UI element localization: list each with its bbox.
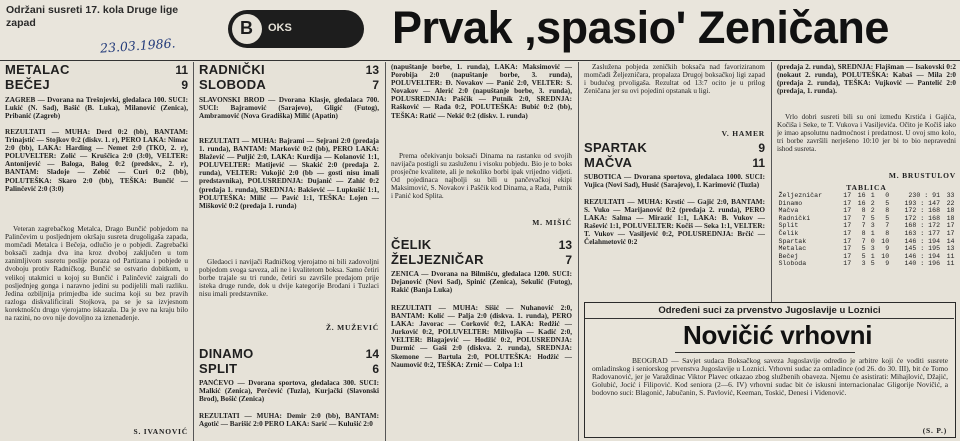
match-venue: ZENICA — Dvorana na Bilmišću, gledalaca 1200. SUCI: Dejanović (Novi Sad), Spinić (Zenica), Sekulić (Futog), Rakić (Banja Luka) — [391, 270, 572, 295]
table-row — [777, 207, 956, 215]
table-cell-l: 5 — [885, 199, 890, 207]
table-cell-team: Željezničar — [778, 192, 823, 199]
table-cell-d: 5 — [870, 214, 875, 222]
continuation-results: (napuštanje borbe, 1. runda), LAKA: Maksimović — Porobija 2:0 (napuštanje borbe, 3. runda), POLUVELTER: Đ. Novakov — Panić 2:0, VELTER: S. Novakov — Alerić 2:0 (napuštanje borbe, 3. runda), POLUSREDNJA: Paščik — Putnik 2:0, SREDNJA: Rašković — Rađa 0:2, POLUTEŠKA: Bubić 0:2 (bb), TEŠKA: Ratić — Nekić 0:2 (diskv. 1. runda) — [391, 63, 572, 120]
score-home: 11 — [175, 63, 188, 77]
dinamo-author: M. MIŠIĆ — [532, 218, 572, 227]
column-5 — [777, 63, 956, 303]
match-venue: SLAVONSKI BROD — Dvorana Klasje, gledalaca 700. SUCI: Bajramović (Sarajevo), Gligić (Futog), Ambramović (Nova Gradiška) Milić (Apatin) — [199, 96, 379, 121]
table-cell-score: 146 : 194 — [904, 237, 941, 245]
table-row — [777, 230, 956, 238]
table-cell-l: 10 — [881, 237, 890, 245]
score-away: 7 — [372, 78, 379, 92]
boks-logo-letter: B — [240, 18, 253, 38]
table-cell-w: 7 — [861, 214, 866, 222]
table-row — [777, 192, 956, 200]
headline: Prvak ‚spasio' Zeničane — [392, 2, 889, 53]
table-cell-score: 172 : 168 — [904, 207, 941, 215]
spartak-report: Vrlo dobri susreti bili su oni između Krstića i Gajića, Kočiša i Seke, te T. Vukova i Vasiljevića. Očito je Kočiš iako je imao apsolutnu nadmoćnost i predatnost. U ovoj smo kolo, tri borbe završili nerješeno 10:10 jer bi to bio nepravedni ishod susreta. — [777, 113, 956, 154]
table-cell-w: 8 — [861, 207, 866, 215]
table-cell-team: Dinamo — [778, 199, 803, 207]
table-cell-l: 0 — [885, 192, 890, 199]
table-cell-d: 1 — [870, 252, 875, 260]
table-cell-w: 3 — [861, 260, 866, 268]
table-cell-p: 17 — [843, 245, 852, 253]
table-cell-team: Radnički — [778, 214, 811, 222]
table-cell-pts: 11 — [946, 260, 955, 268]
table-cell-pts: 33 — [946, 192, 955, 199]
match-venue: PANČEVO — Dvorana sportova, gledalaca 300. SUCI: Malkić (Zenica), Perčević (Tuzla), Kurjački (Slavonski Brod), Bošić (Zenica) — [199, 379, 379, 404]
dinamo-report: Prema očekivanju boksači Dinama na rastanku od svojih navijača postigli su zasluženu i visoku pobjedu. Bio je to boks prosječne kvalitete, ali je nekoliko borbi ipak vrijedno vidjeti. Od pojedinaca najbolji su bili u pančevačkoj ekipi Maksimović, S. Novakov i Paščik kod Dinama, a Rađa, Putnik i Panić kod Splita. — [391, 152, 572, 201]
team-home: RADNIČKI — [199, 62, 265, 77]
team-away: SPLIT — [199, 361, 238, 376]
table-cell-w: 5 — [861, 245, 866, 253]
match-author: S. IVANOVIĆ — [133, 427, 188, 436]
table-cell-p: 17 — [843, 237, 852, 245]
table-cell-w: 8 — [861, 229, 866, 237]
table-cell-score: 140 : 196 — [904, 260, 941, 268]
team-home: SPARTAK — [584, 140, 648, 155]
match-venue: ZAGREB — Dvorana na Trešnjevki, gledalaca 100. SUCI: Lukić (N. Sad), Bašić (B. Luka), Milanović (Zenica), Pribanić (Zagreb) — [5, 96, 188, 121]
table-cell-pts: 11 — [946, 252, 955, 260]
team-home: DINAMO — [199, 346, 254, 361]
table-cell-l: 7 — [885, 222, 890, 230]
table-cell-w: 16 — [857, 199, 866, 207]
table-row — [777, 215, 956, 223]
table-cell-pts: 13 — [946, 245, 955, 253]
table-cell-d: 3 — [870, 222, 875, 230]
table-cell-d: 1 — [870, 192, 875, 199]
match-results: REZULTATI — MUHA: Bajrami — Sejrani 2:0 (predaja 1. runda), BANTAM: Marković 0:2 (bb), PERO LAKA: Blažević — Puljić 2:0, LAKA: Kurdija — Kolanović 1:1, POLUVELTER: Matijević — Skakić 2:0 (predaja 2. runda), VELTER: Vukojić 2:0 (bb — gosti nisu imali predstavnika), POLUSREDNJA: Dujanić — Zahić 0:2 (predaja 1. runda), SREDNJA: Bakšević — Lupkušić 1:1, POLUTEŠKA: Milić — Pavić 1:1, TEŠKA: Lojen — Mišković 0:2 (predaja 1. runda) — [199, 137, 379, 210]
table-cell-d: 1 — [870, 229, 875, 237]
table-cell-p: 17 — [843, 207, 852, 215]
table-cell-p: 17 — [843, 192, 852, 199]
score-home: 9 — [758, 141, 765, 155]
table-row — [777, 222, 956, 230]
table-row — [777, 238, 956, 246]
boks-logo-text: OKS — [268, 22, 292, 34]
celik-report: Zaslužena pobjeda zeničkih boksača nad favoriziranom momčadi Željezničara, propalaza Drugoj boksačkoj ligi zapad i budućeg prvoligaša. Rezultat od 13:7 ocito je u prilog Zeničana jer su ovi pojedini opstanak u ligi. — [584, 63, 765, 96]
team-away: SLOBODA — [199, 77, 267, 92]
match-celik-zeljeznicar — [391, 238, 572, 441]
table-cell-l: 8 — [885, 229, 890, 237]
score-away: 6 — [372, 362, 379, 376]
team-home: METALAC — [5, 62, 70, 77]
table-cell-d: 2 — [870, 207, 875, 215]
table-cell-d: 2 — [870, 199, 875, 207]
spartak-continuation: (predaja 2. runda), SREDNJA: Flajšman — Isakovski 0:2 (nokaut 2. runda), POLUTEŠKA: Kabaš — Mila 2:0 (predaja 2. runda), TEŠKA: Vujković — Pantelić 2:0 (predaja, 1. runda). — [777, 63, 956, 96]
handwritten-date: 23.03.1986. — [99, 35, 176, 56]
match-dinamo-split — [199, 347, 379, 441]
table-cell-team: Mačva — [778, 207, 799, 215]
box-header: Određeni suci za prvenstvo Jugoslavije u Loznici — [585, 305, 954, 319]
box-title: Novičić vrhovni — [683, 320, 873, 350]
match-results: REZULTATI — MUHA: Sišić — Nuhanović 2:0, BANTAM: Kolić — Palja 2:0 (diskva. 1. runda), PERO LAKA: Javorac — Corković 0:2, LAKA: Redžić — Jurković 0:2, POLUVELTER: Milivojša — Kadić 2:0, VELTER: Blagajević — Hodžić 0:2, POLUSREDNJA: Durmić — Gaši 2:0 (diskva. 2. runda), SREDNJA: Skemone — Bartula 2:0, POLUTEŠKA: Hodžić — Naumović 0:2, TEŠKA: Zrnić — Colpa 1:1 — [391, 304, 572, 369]
boks-logo — [228, 10, 364, 48]
table-cell-score: 172 : 168 — [904, 214, 941, 222]
table-cell-score: 168 : 172 — [904, 222, 941, 230]
table-cell-p: 17 — [843, 214, 852, 222]
match-author: Ž. MUŽEVIĆ — [325, 323, 379, 332]
match-radnicki-sloboda — [199, 63, 379, 335]
table-cell-team: Sloboda — [778, 260, 807, 268]
table-cell-w: 7 — [861, 222, 866, 230]
table-cell-w: 7 — [861, 237, 866, 245]
kicker-text: Održani susreti 17. kola Druge lige zapad — [6, 4, 179, 29]
table-cell-p: 17 — [843, 252, 852, 260]
score-away: 7 — [565, 253, 572, 267]
match-report: Veteran zagrebačkog Metalca, Drago Bunčić pobjedom na Palinčevim u posljednjem okršaju susreta drugoligaša zapada, momčadi Metalca i Bečeja, odlučio je o pobjedi. Zagrebački boksači zadnja dva ina kroz dvoboj zaključen u tom zanimljivom susretu poslije poraza od Partizana i pobjede u dvoboju protiv Radničkog. Bunčić se ostvario dobitkom, u velikoj utakmici u kojoj su Bunčić i Palinčević zaigrali do posljednjeg gonga i naravno jedini su podijelili mali razliku. Jedina ozbiljnija primjedba ide sucima koji su bez pravih razloga diskvalificirali Stojkova, pa se je sa izvjesnom korektnošću drugo vjerojatno iskazala. Da je sve na kraju bilo na razini, no ovo nije dovoljno za iznenađenje. — [5, 225, 188, 323]
table-cell-score: 230 : 91 — [908, 192, 941, 199]
score-home: 13 — [365, 63, 379, 77]
table-cell-score: 193 : 147 — [904, 199, 941, 207]
table-cell-p: 17 — [843, 222, 852, 230]
table-cell-pts: 17 — [946, 229, 955, 237]
table-cell-pts: 18 — [946, 207, 955, 215]
team-away: ŽELJEZNIČAR — [391, 252, 484, 267]
table-cell-d: 5 — [870, 260, 875, 268]
match-results: REZULTATI — MUHA: Demir 2:0 (bb), BANTAM: Agotić — Barišić 2:0 PERO LAKA: Sarić — Kulušić 2:0 — [199, 412, 379, 429]
table-cell-p: 17 — [843, 260, 852, 268]
score-home: 14 — [365, 347, 379, 361]
score-away: 9 — [181, 78, 188, 92]
table-cell-w: 5 — [861, 252, 866, 260]
box-author: (S. P.) — [922, 426, 947, 435]
table-cell-l: 10 — [881, 252, 890, 260]
table-cell-pts: 18 — [946, 214, 955, 222]
table-cell-score: 163 : 177 — [904, 229, 941, 237]
table-cell-l: 8 — [885, 207, 890, 215]
standings-table — [777, 192, 956, 268]
score-away: 11 — [752, 156, 765, 170]
table-cell-score: 146 : 194 — [904, 252, 941, 260]
table-row — [777, 253, 956, 261]
table-cell-team: Spartak — [778, 237, 807, 245]
table-cell-l: 9 — [885, 245, 890, 253]
table-cell-team: Bečej — [778, 252, 799, 260]
team-away: BEČEJ — [5, 77, 50, 92]
match-metalac-becej — [5, 63, 188, 441]
table-cell-p: 17 — [843, 199, 852, 207]
table-row — [777, 245, 956, 253]
table-cell-d: 3 — [870, 245, 875, 253]
match-report: Gledaoci i navijači Radničkog vjerojatno ni bili zadovoljni pobjedom svoga saveza, ali ne i kvalitetom boksa. Samo četiri borbe trajale su tri runde, četiri su završile predajom prije isteka druge runde, dok u dvije kategorije Brođani i Tuzlaci nisu imali predstavnike. — [199, 258, 379, 299]
table-cell-team: Split — [778, 222, 799, 230]
table-cell-pts: 14 — [946, 237, 955, 245]
table-row — [777, 200, 956, 208]
table-cell-team: Metalac — [778, 245, 807, 253]
box-text: BEOGRAD — Savjet sudaca Boksačkog saveza Jugoslavije odredio je arbitre koji će voditi susrete omladinskog i seniorskog prvenstva Jugoslavije u Loznici. Vrhovni sudac za omladince (od 26. do 30. III), bit će Tomo Radovanović, jer je Varaždinac Viktor Plavec otkazao zbog službenih obaveza. Njemu će asistirati: Mihajlović, Džajić, Golubić, Jocić i Filipović. Kod seniora (2—6. IV) vrhovni sudac bit će iskusni internacionalac Gligorije Novičić, a bodovno suci: Blagonić, Jabučanin, S. Pavlović, Keeman, Toskić, Denesi i Videnović. — [592, 357, 948, 398]
match-results: REZULTATI — MUHA: Krstić — Gajić 2:0, BANTAM: S. Vuko — Marijanović 0:2 (predaja 2. runda), PERO LAKA: Salma — Mirazić 1:1, LAKA: B. Vukov — Rašević 1:1, POLUVELTER: Kočiš — Seka 1:1, VELTER: T. Vukov — Vasiljević 0:2, POLUSREDNJA: Brčić — Čelahmetović 0:2 — [584, 198, 765, 247]
team-away: MAČVA — [584, 155, 633, 170]
table-row — [777, 260, 956, 268]
team-home: ČELIK — [391, 237, 432, 252]
table-cell-l: 5 — [885, 214, 890, 222]
table-cell-team: Čelik — [778, 229, 799, 237]
match-spartak-macva — [584, 141, 765, 301]
table-cell-d: 0 — [870, 237, 875, 245]
table-cell-score: 145 : 195 — [904, 245, 941, 253]
spartak-author: M. BRUSTULOV — [888, 171, 956, 180]
table-cell-p: 17 — [843, 229, 852, 237]
table-cell-pts: 22 — [946, 199, 955, 207]
table-cell-pts: 17 — [946, 222, 955, 230]
score-home: 13 — [558, 238, 572, 252]
table-title: TABLICA — [846, 183, 887, 192]
column-4 — [584, 63, 765, 143]
match-venue: SUBOTICA — Dvorana sportova, gledalaca 1000. SUCI: Vujica (Novi Sad), Husić (Sarajevo), I. Karimović (Tuzla) — [584, 173, 765, 190]
table-cell-l: 9 — [885, 260, 890, 268]
table-cell-w: 16 — [857, 192, 866, 199]
referees-box — [584, 302, 956, 438]
celik-author: V. HAMER — [721, 129, 765, 138]
match-results: REZULTATI — MUHA: Derd 0:2 (bb), BANTAM: Trinajstić — Stojkov 0:2 (diskv. 1. r), PERO LAKA: Nimac 2:0 (bb), LAKA: Harding — Nemet 2:0 (TKO, 2. r), POLUVELTER: Zolić — Kruščica 2:0 (3:0), VELTER: Antonijević — Baloga, Balog 0:2 (predskv., 2. r), BANTAM: Sladoje — Zebić — Curi 0:2 (bb), POLUTEŠKA: Skaro 2:0 (bb), TEŠKA: Bunčić — Palinčević 2:0 (3:0) — [5, 128, 188, 193]
